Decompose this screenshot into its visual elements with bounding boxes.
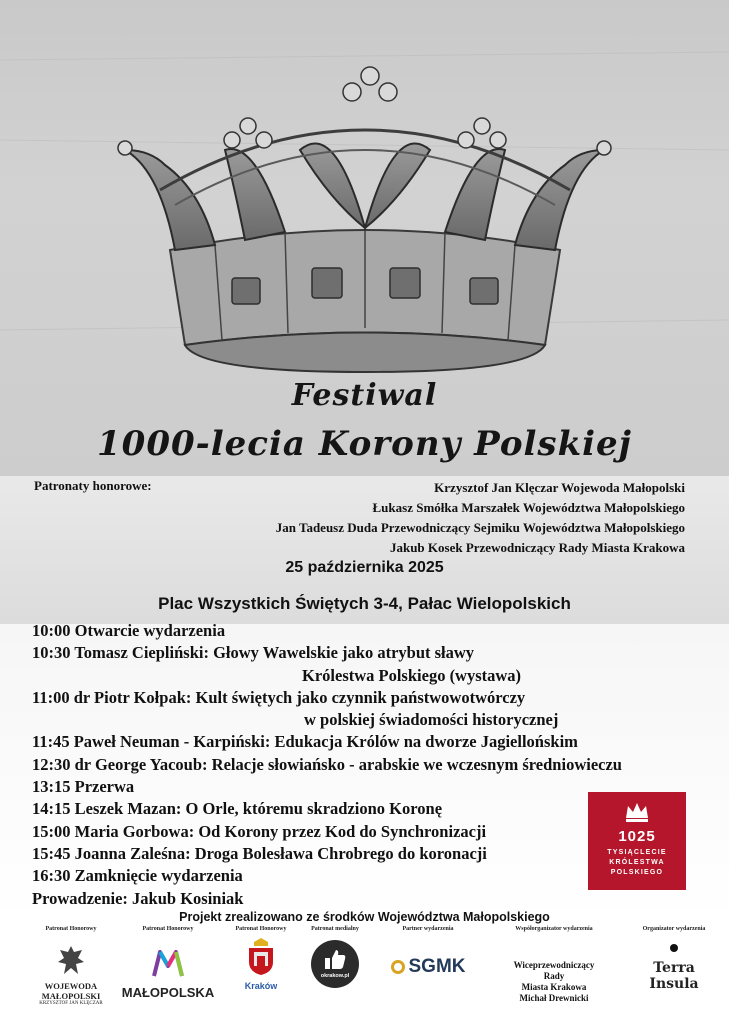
footer-name: Miasta Krakowa	[521, 982, 587, 992]
program-item: 16:30 Zamknięcie wydarzenia	[32, 866, 243, 886]
footer-name: WOJEWODA	[44, 981, 98, 991]
footer-name: MAŁOPOLSKI	[41, 991, 101, 1001]
patron-name: Jakub Kosek Przewodniczący Rady Miasta Krakowa	[389, 540, 685, 555]
patron-name: Krzysztof Jan Klęczar Wojewoda Małopolski	[434, 480, 685, 495]
footer-name: Rady	[543, 971, 565, 981]
program-item: 15:45 Joanna Zaleśna: Droga Bolesława Chrobrego do koronacji	[32, 843, 487, 863]
program-item: 14:15 Leszek Mazan: O Orle, któremu skradziono Koronę	[32, 799, 443, 819]
footer-name: okrakow.pl	[320, 973, 350, 979]
footer-name: MAŁOPOLSKA	[121, 985, 215, 1000]
program-item-continued: w polskiej świadomości historycznej	[304, 710, 559, 730]
patron-name: Łukasz Smółka Marszałek Województwa Małopolskiego	[372, 500, 685, 515]
eagle-emblem-icon	[56, 944, 86, 976]
okrakow-logo	[311, 940, 359, 988]
footer-label: Patronat Honorowy	[235, 926, 287, 932]
footer-col-krakow	[226, 926, 296, 991]
program-item: 13:15 Przerwa	[32, 777, 135, 797]
funding-note: Projekt zrealizowano ze środków Województwa Małopolskiego	[179, 910, 550, 924]
program-item: 15:00 Maria Gorbowa: Od Korony przez Kod do Synchronizacji	[32, 821, 487, 841]
footer-col-okrakow	[300, 926, 370, 988]
footer-col-sgmk	[382, 926, 474, 978]
footer-name: Wiceprzewodniczący	[513, 960, 595, 970]
millennium-logo	[588, 792, 686, 890]
program-host: Prowadzenie: Jakub Kosiniak	[32, 888, 244, 908]
footer-name: SGMK	[408, 956, 466, 977]
festival-title-line2: 1000-lecia Korony Polskiej	[97, 424, 632, 464]
footer-col-wojewoda	[28, 926, 114, 1006]
event-place: Plac Wszystkich Świętych 3-4, Pałac Wielopolskich	[158, 594, 571, 613]
malopolska-logo-icon	[151, 948, 185, 978]
program-item: 10:00 Otwarcie wydarzenia	[32, 621, 226, 640]
hero-section	[0, 0, 729, 476]
terra-insula-dot-icon	[670, 944, 678, 952]
council-name	[498, 960, 610, 1004]
festival-title-line1: Festiwal	[291, 378, 438, 413]
footer-label: Patronat Honorowy	[45, 926, 97, 932]
footer-logos	[0, 926, 729, 1024]
footer-name: Terra	[653, 960, 695, 976]
footer-label: Patronat Honorowy	[142, 926, 194, 932]
patronage-list	[276, 478, 685, 558]
logo-text-line: KRÓLESTWA	[609, 859, 665, 866]
footer-col-malopolska	[118, 926, 218, 1000]
patronage-label: Patronaty honorowe:	[34, 478, 152, 493]
patron-name: Jan Tadeusz Duda Przewodniczący Sejmiku Województwa Małopolskiego	[275, 520, 685, 535]
footer-col-wiceprzewodniczacy	[498, 926, 610, 1004]
footer-label: Współorganizator wydarzenia	[515, 926, 593, 932]
event-date: 25 października 2025	[285, 559, 444, 576]
program-item: 10:30 Tomasz Ciepliński: Głowy Wawelskie jako atrybut sławy	[32, 643, 475, 663]
logo-number: 1025	[618, 828, 656, 845]
footer-name: Insula	[649, 976, 699, 992]
footer-label: Patronat medialny	[311, 926, 359, 932]
footer-label: Partner wydarzenia	[402, 926, 454, 932]
logo-text-line: POLSKIEGO	[610, 869, 664, 876]
logo-text-line: TYSIĄCLECIE	[607, 849, 667, 856]
footer-name: Kraków	[244, 981, 278, 991]
program-item: 11:45 Paweł Neuman - Karpiński: Edukacja Królów na dworze Jagiellońskim	[32, 732, 578, 752]
program-item-continued: Królestwa Polskiego (wystawa)	[302, 665, 522, 685]
footer-name: KRZYSZTOF JAN KLĘCZAR	[39, 1001, 103, 1006]
footer-col-terra-insula	[630, 926, 718, 992]
program-item: 12:30 dr George Yacoub: Relacje słowiańsko - arabskie we wczesnym średniowieczu	[32, 754, 622, 774]
sgmk-logo	[382, 956, 474, 978]
krakow-coat-of-arms-icon	[246, 938, 276, 976]
crown-icon	[624, 800, 650, 824]
sgmk-ring-icon	[391, 960, 405, 974]
footer-name: Michał Drewnicki	[519, 993, 589, 1003]
thumbs-up-icon	[323, 948, 347, 970]
program-item: 11:00 dr Piotr Kołpak: Kult świętych jako czynnik państwowotwórczy	[32, 687, 526, 707]
footer-label: Organizator wydarzenia	[642, 926, 706, 932]
